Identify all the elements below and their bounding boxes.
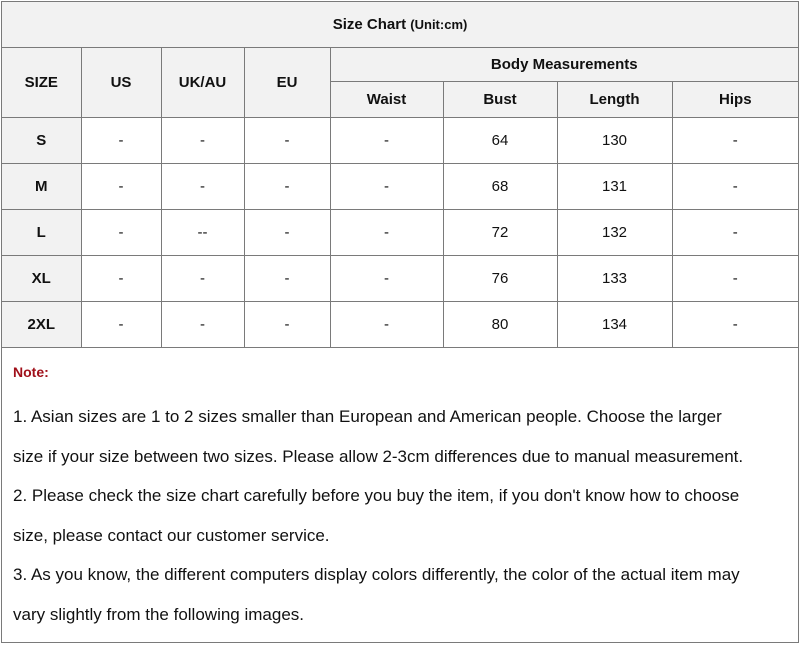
header-us: US xyxy=(81,48,161,118)
header-size: SIZE xyxy=(2,48,81,118)
cell-eu: - xyxy=(244,210,330,256)
cell-length: 130 xyxy=(557,118,672,164)
table-row xyxy=(2,302,798,348)
cell-size: 2XL xyxy=(2,302,81,348)
cell-waist: - xyxy=(330,164,443,210)
cell-bust: 80 xyxy=(443,302,557,348)
notes-section xyxy=(2,348,798,634)
cell-eu: - xyxy=(244,118,330,164)
cell-waist: - xyxy=(330,256,443,302)
cell-hips: - xyxy=(672,118,798,164)
cell-hips: - xyxy=(672,302,798,348)
cell-size: XL xyxy=(2,256,81,302)
cell-hips: - xyxy=(672,210,798,256)
cell-ukau: - xyxy=(161,118,244,164)
cell-length: 134 xyxy=(557,302,672,348)
cell-waist: - xyxy=(330,302,443,348)
header-body-measurements: Body Measurements xyxy=(330,48,798,82)
header-bust: Bust xyxy=(443,82,557,118)
chart-title-text: Size Chart xyxy=(332,16,407,33)
table-row xyxy=(2,164,798,210)
chart-title xyxy=(2,2,798,48)
cell-us: - xyxy=(81,118,161,164)
cell-bust: 76 xyxy=(443,256,557,302)
header-hips: Hips xyxy=(672,82,798,118)
cell-ukau: -- xyxy=(161,210,244,256)
cell-us: - xyxy=(81,256,161,302)
size-chart-sheet xyxy=(1,1,799,643)
cell-ukau: - xyxy=(161,302,244,348)
header-length: Length xyxy=(557,82,672,118)
cell-bust: 64 xyxy=(443,118,557,164)
note-line: 2. Please check the size chart carefully before you buy the item, if you don't know how to choose xyxy=(13,486,740,505)
note-line: 1. Asian sizes are 1 to 2 sizes smaller than European and American people. Choose the larger xyxy=(13,407,722,426)
cell-bust: 72 xyxy=(443,210,557,256)
note-line: 3. As you know, the different computers display colors differently, the color of the actual item may xyxy=(13,565,740,584)
table-row xyxy=(2,118,798,164)
cell-size: S xyxy=(2,118,81,164)
cell-length: 131 xyxy=(557,164,672,210)
header-ukau: UK/AU xyxy=(161,48,244,118)
table-row xyxy=(2,256,798,302)
header-waist: Waist xyxy=(330,82,443,118)
cell-eu: - xyxy=(244,164,330,210)
cell-us: - xyxy=(81,210,161,256)
note-line: size, please contact our customer service. xyxy=(13,525,330,545)
note-label: Note: xyxy=(13,364,49,380)
cell-hips: - xyxy=(672,164,798,210)
cell-bust: 68 xyxy=(443,164,557,210)
note-line: vary slightly from the following images. xyxy=(13,604,305,624)
cell-ukau: - xyxy=(161,164,244,210)
title-row xyxy=(2,2,798,48)
table-row xyxy=(2,210,798,256)
header-row-1 xyxy=(2,48,798,82)
note-line: size if your size between two sizes. Please allow 2-3cm differences due to manual measurement. xyxy=(13,446,744,466)
cell-us: - xyxy=(81,302,161,348)
cell-waist: - xyxy=(330,210,443,256)
cell-us: - xyxy=(81,164,161,210)
chart-unit: (Unit:cm) xyxy=(410,17,468,32)
cell-length: 133 xyxy=(557,256,672,302)
cell-size: L xyxy=(2,210,81,256)
cell-eu: - xyxy=(244,302,330,348)
size-chart-table xyxy=(2,2,798,348)
cell-ukau: - xyxy=(161,256,244,302)
cell-length: 132 xyxy=(557,210,672,256)
cell-hips: - xyxy=(672,256,798,302)
cell-size: M xyxy=(2,164,81,210)
cell-waist: - xyxy=(330,118,443,164)
header-eu: EU xyxy=(244,48,330,118)
cell-eu: - xyxy=(244,256,330,302)
